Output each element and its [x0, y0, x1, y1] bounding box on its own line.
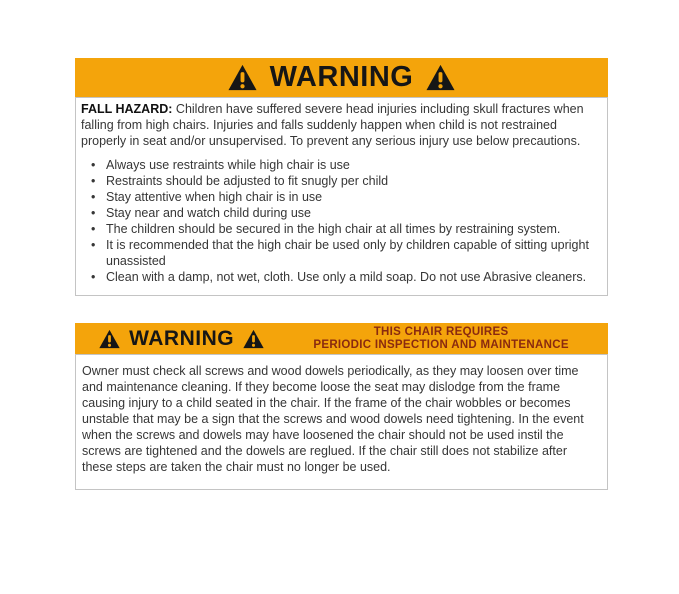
- maintenance-heading: [288, 326, 608, 352]
- list-item: • Restraints should be adjusted to fit snugly per child: [81, 173, 599, 189]
- warning-triangle-icon: [99, 329, 120, 349]
- maintenance-heading-line1: THIS CHAIR REQUIRES: [373, 325, 509, 338]
- warning-triangle-icon: [243, 329, 264, 349]
- maintenance-heading-line2: PERIODIC INSPECTION AND MAINTENANCE: [313, 338, 569, 351]
- list-item: • The children should be secured in the high chair at all times by restraining system.: [81, 221, 599, 237]
- list-item: • Stay attentive when high chair is in use: [81, 189, 599, 205]
- warning-banner-2-left: [75, 327, 288, 351]
- fall-hazard-heading: FALL HAZARD:: [81, 102, 173, 116]
- list-item: • Stay near and watch child during use: [81, 205, 599, 221]
- warning-title-1: WARNING: [269, 61, 414, 93]
- list-item: • Clean with a damp, not wet, cloth. Use only a mild soap. Do not use Abrasive cleaners.: [81, 269, 599, 285]
- fall-hazard-intro-text: Children have suffered severe head injuries including skull fractures when falling from high chairs. Injuries and falls suddenly happen when child is not restrained properly in seat and/or unsupervised. To prevent any serious injury use below precautions.: [81, 102, 584, 148]
- maintenance-text-box: [75, 354, 608, 490]
- list-item: • Always use restraints while high chair is use: [81, 157, 599, 173]
- warning-banner-1: [75, 58, 608, 97]
- warning-title-2: WARNING: [129, 326, 235, 350]
- maintenance-paragraph: Owner must check all screws and wood dowels periodically, as they may loosen over time and maintenance cleaning. If they become loose the seat may dislodge from the frame causing injury to a child seated in the chair. If the frame of the chair wobbles or becomes unstable that may be a sign that the screws and wood dowels need tightening. In the event when the screws and dowels may have loosened the chair should not be used instil the screws are tightened and the dowels are reglued. If the chair still does not stabilize after these steps are taken the chair must no longer be used.: [82, 364, 584, 474]
- precaution-list: [81, 157, 599, 285]
- warning-triangle-icon: [426, 64, 455, 91]
- maintenance-label: [75, 323, 608, 490]
- list-item: • It is recommended that the high chair be used only by children capable of sitting upright unassisted: [81, 237, 599, 269]
- fall-hazard-label: [75, 58, 608, 296]
- fall-hazard-paragraph: [81, 101, 599, 149]
- fall-hazard-text-box: [75, 97, 608, 296]
- warning-banner-2: [75, 323, 608, 354]
- warning-triangle-icon: [228, 64, 257, 91]
